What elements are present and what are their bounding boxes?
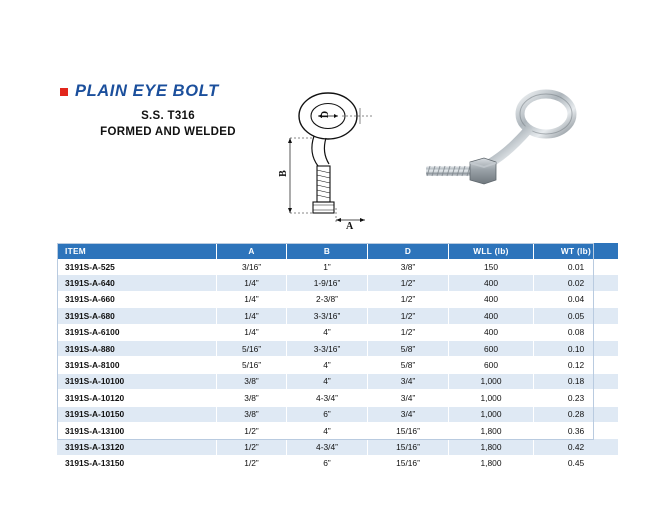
cell-a: 1/4” — [217, 308, 287, 324]
spec-table-wrap — [57, 243, 594, 472]
eye-bolt-drawing-svg — [270, 88, 420, 233]
cell-item: 3191S-A-13120 — [57, 439, 217, 455]
cell-wt: 0.05 — [534, 308, 619, 324]
cell-item: 3191S-A-680 — [57, 308, 217, 324]
cell-wt: 0.36 — [534, 422, 619, 438]
cell-a: 1/2” — [217, 455, 287, 471]
column-header-b: B — [287, 243, 368, 259]
cell-b: 4” — [287, 373, 368, 389]
cell-a: 1/4” — [217, 324, 287, 340]
cell-a: 3/16” — [217, 259, 287, 275]
column-header-wt: WT (lb) — [534, 243, 619, 259]
cell-wll: 150 — [449, 259, 534, 275]
cell-item: 3191S-A-6100 — [57, 324, 217, 340]
cell-wll: 400 — [449, 291, 534, 307]
column-header-d: D — [368, 243, 449, 259]
cell-wt: 0.42 — [534, 439, 619, 455]
cell-d: 15/16” — [368, 439, 449, 455]
cell-b: 1” — [287, 259, 368, 275]
cell-item: 3191S-A-880 — [57, 340, 217, 356]
cell-b: 2-3/8” — [287, 291, 368, 307]
cell-wt: 0.04 — [534, 291, 619, 307]
cell-wll: 1,800 — [449, 439, 534, 455]
cell-b: 6” — [287, 455, 368, 471]
table-row — [57, 291, 619, 307]
cell-item: 3191S-A-525 — [57, 259, 217, 275]
cell-item: 3191S-A-10120 — [57, 390, 217, 406]
cell-b: 4-3/4” — [287, 439, 368, 455]
cell-b: 6” — [287, 406, 368, 422]
cell-wt: 0.45 — [534, 455, 619, 471]
cell-b: 4-3/4” — [287, 390, 368, 406]
table-row — [57, 324, 619, 340]
cell-item: 3191S-A-10150 — [57, 406, 217, 422]
column-header-wll: WLL (lb) — [449, 243, 534, 259]
cell-d: 1/2” — [368, 308, 449, 324]
cell-b: 4” — [287, 357, 368, 373]
eye-bolt-line-drawing — [270, 88, 420, 233]
cell-wll: 1,800 — [449, 422, 534, 438]
cell-wt: 0.18 — [534, 373, 619, 389]
cell-item: 3191S-A-660 — [57, 291, 217, 307]
column-header-a: A — [217, 243, 287, 259]
page-title-text: PLAIN EYE BOLT — [75, 82, 219, 100]
cell-a: 3/8” — [217, 390, 287, 406]
subtitle-line-2: FORMED AND WELDED — [100, 126, 236, 138]
dimension-label-d: D — [320, 110, 332, 119]
cell-d: 1/2” — [368, 324, 449, 340]
table-row — [57, 357, 619, 373]
table-header-row — [57, 243, 619, 259]
cell-d: 3/4” — [368, 406, 449, 422]
eye-bolt-photo — [404, 86, 604, 236]
red-square-bullet-icon — [60, 88, 68, 96]
dimension-label-a: A — [346, 221, 354, 232]
cell-d: 3/8” — [368, 259, 449, 275]
cell-d: 5/8” — [368, 357, 449, 373]
table-row — [57, 373, 619, 389]
cell-wt: 0.02 — [534, 275, 619, 291]
cell-d: 15/16” — [368, 422, 449, 438]
cell-a: 5/16” — [217, 357, 287, 373]
cell-b: 4” — [287, 422, 368, 438]
page-title — [60, 82, 219, 101]
cell-a: 3/8” — [217, 406, 287, 422]
cell-d: 1/2” — [368, 275, 449, 291]
cell-b: 3-3/16” — [287, 340, 368, 356]
cell-a: 1/4” — [217, 291, 287, 307]
cell-wll: 400 — [449, 308, 534, 324]
dimension-label-b: B — [277, 170, 289, 177]
table-row — [57, 275, 619, 291]
cell-a: 3/8” — [217, 373, 287, 389]
cell-wll: 1,000 — [449, 406, 534, 422]
cell-a: 1/4” — [217, 275, 287, 291]
table-row — [57, 308, 619, 324]
cell-wt: 0.01 — [534, 259, 619, 275]
table-row — [57, 340, 619, 356]
cell-b: 3-3/16” — [287, 308, 368, 324]
cell-wll: 600 — [449, 340, 534, 356]
cell-wll: 1,000 — [449, 390, 534, 406]
eye-bolt-photo-svg — [404, 86, 604, 236]
cell-wll: 400 — [449, 275, 534, 291]
cell-d: 5/8” — [368, 340, 449, 356]
cell-item: 3191S-A-13100 — [57, 422, 217, 438]
cell-wll: 1,800 — [449, 455, 534, 471]
subtitle-block — [78, 108, 258, 140]
cell-item: 3191S-A-8100 — [57, 357, 217, 373]
cell-wt: 0.23 — [534, 390, 619, 406]
cell-wll: 600 — [449, 357, 534, 373]
cell-d: 3/4” — [368, 373, 449, 389]
cell-d: 15/16” — [368, 455, 449, 471]
table-body — [57, 259, 619, 472]
cell-wt: 0.28 — [534, 406, 619, 422]
cell-d: 3/4” — [368, 390, 449, 406]
cell-item: 3191S-A-640 — [57, 275, 217, 291]
cell-item: 3191S-A-13150 — [57, 455, 217, 471]
column-header-item: ITEM — [57, 243, 217, 259]
cell-b: 1-9/16” — [287, 275, 368, 291]
cell-b: 4” — [287, 324, 368, 340]
cell-wll: 1,000 — [449, 373, 534, 389]
cell-d: 1/2” — [368, 291, 449, 307]
table-row — [57, 390, 619, 406]
cell-a: 1/2” — [217, 439, 287, 455]
cell-wt: 0.12 — [534, 357, 619, 373]
table-row — [57, 422, 619, 438]
cell-wt: 0.08 — [534, 324, 619, 340]
cell-a: 1/2” — [217, 422, 287, 438]
cell-a: 5/16” — [217, 340, 287, 356]
spec-table — [57, 243, 619, 472]
table-row — [57, 439, 619, 455]
table-row — [57, 259, 619, 275]
table-row — [57, 455, 619, 471]
cell-wll: 400 — [449, 324, 534, 340]
cell-wt: 0.10 — [534, 340, 619, 356]
table-row — [57, 406, 619, 422]
subtitle-line-1: S.S. T316 — [141, 110, 195, 122]
cell-item: 3191S-A-10100 — [57, 373, 217, 389]
